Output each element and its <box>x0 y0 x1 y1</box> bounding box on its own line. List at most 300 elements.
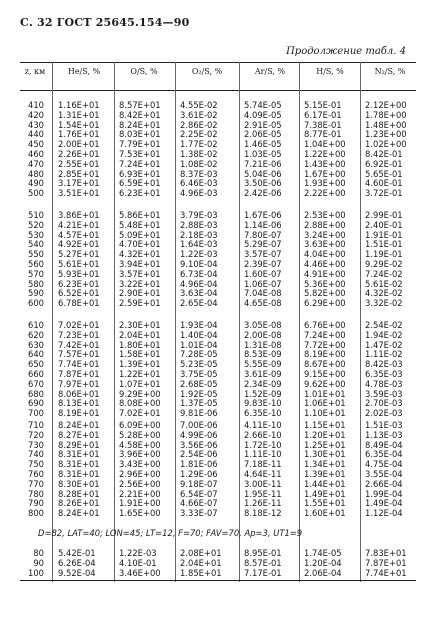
value-cell: 2.00E-08 <box>244 329 282 340</box>
page-header: С. 32 ГОСТ 25645.154—90 <box>20 16 190 29</box>
value-cell: 5.09E+01 <box>119 229 161 240</box>
value-cell: 2.88E+00 <box>304 219 346 230</box>
altitude-cell: 560 <box>28 259 44 269</box>
value-cell: 2.26E+01 <box>58 149 100 159</box>
bottom-rule <box>20 580 416 581</box>
value-cell: 3.75E-05 <box>180 369 218 379</box>
value-cell: 7.74E+01 <box>365 567 407 578</box>
value-cell: 1.02E+00 <box>365 139 407 150</box>
value-cell: 1.48E+00 <box>365 119 407 130</box>
value-cell: 1.20E-04 <box>304 557 342 568</box>
value-cell: 5.36E+00 <box>304 278 346 289</box>
value-cell: 2.53E+00 <box>304 210 346 220</box>
value-cell: 1.10E+01 <box>304 408 346 419</box>
value-cell: 3.57E-07 <box>244 249 282 260</box>
value-cell: 3.24E+00 <box>304 229 346 240</box>
value-cell: 7.57E+01 <box>58 349 100 360</box>
value-cell: 8.31E+01 <box>58 469 100 479</box>
divider <box>114 62 115 582</box>
altitude-cell: 730 <box>28 439 44 450</box>
value-cell: 5.55E-09 <box>244 359 282 370</box>
value-cell: 2.68E-05 <box>180 378 218 389</box>
value-cell: 2.04E+01 <box>180 557 222 568</box>
altitude-cell: 550 <box>28 249 44 260</box>
value-cell: 1.26E-11 <box>244 498 282 509</box>
value-cell: 5.29E-07 <box>244 239 282 250</box>
value-cell: 8.19E+00 <box>304 349 346 360</box>
value-cell: 8.18E-12 <box>244 508 282 519</box>
value-cell: 1.14E-06 <box>244 219 282 230</box>
altitude-cell: 580 <box>28 278 44 289</box>
col-o-header: O/S, % <box>130 67 158 76</box>
altitude-cell: 780 <box>28 488 44 499</box>
altitude-cell: 500 <box>28 188 44 199</box>
value-cell: 9.62E+00 <box>304 378 346 389</box>
value-cell: 3.94E+01 <box>119 259 161 269</box>
value-cell: 4.21E+01 <box>58 219 100 230</box>
altitude-cell: 410 <box>28 100 44 110</box>
value-cell: 8.57E+01 <box>119 100 161 110</box>
value-cell: 2.66E-04 <box>365 478 403 489</box>
value-cell: 6.26E-04 <box>58 557 96 568</box>
value-cell: 1.31E-08 <box>244 339 282 350</box>
value-cell: 1.22E-03 <box>180 249 218 260</box>
altitude-cell: 750 <box>28 459 44 470</box>
divider <box>52 62 53 582</box>
value-cell: 3.55E-04 <box>365 469 403 479</box>
value-cell: 8.13E+01 <box>58 398 100 409</box>
divider <box>360 62 361 582</box>
value-cell: 7.24E+01 <box>119 158 161 169</box>
altitude-cell: 760 <box>28 469 44 479</box>
value-cell: 1.11E-10 <box>244 449 282 460</box>
value-cell: 7.04E-08 <box>244 288 282 299</box>
value-cell: 4.70E+01 <box>119 239 161 250</box>
altitude-cell: 520 <box>28 219 44 230</box>
value-cell: 5.86E+01 <box>119 210 161 220</box>
value-cell: 1.60E-07 <box>244 268 282 279</box>
value-cell: 8.53E-09 <box>244 349 282 360</box>
altitude-cell: 650 <box>28 359 44 370</box>
value-cell: 9.52E-04 <box>58 567 96 578</box>
value-cell: 1.54E+01 <box>58 119 100 130</box>
value-cell: 2.12E+00 <box>365 100 407 110</box>
value-cell: 1.77E-02 <box>180 139 218 150</box>
divider <box>239 62 240 582</box>
value-cell: 8.42E-03 <box>365 359 403 370</box>
value-cell: 8.28E+01 <box>58 488 100 499</box>
col-o2-header: O₂/S, % <box>191 67 223 76</box>
value-cell: 4.09E-05 <box>244 109 282 120</box>
value-cell: 1.51E-01 <box>365 239 403 250</box>
value-cell: 1.91E-01 <box>365 229 403 240</box>
altitude-cell: 640 <box>28 349 44 360</box>
value-cell: 1.13E-03 <box>365 429 403 440</box>
value-cell: 6.73E-04 <box>180 268 218 279</box>
value-cell: 1.52E-09 <box>244 388 282 399</box>
value-cell: 1.06E-07 <box>244 278 282 289</box>
value-cell: 1.31E+01 <box>58 109 100 120</box>
value-cell: 2.34E-09 <box>244 378 282 389</box>
altitude-cell: 430 <box>28 119 44 130</box>
value-cell: 6.09E+00 <box>119 420 161 430</box>
value-cell: 1.78E+00 <box>365 109 407 120</box>
value-cell: 3.57E+01 <box>119 268 161 279</box>
value-cell: 7.87E+01 <box>58 369 100 379</box>
value-cell: 7.42E+01 <box>58 339 100 350</box>
value-cell: 6.23E+01 <box>119 188 161 199</box>
altitude-cell: 460 <box>28 149 44 159</box>
value-cell: 1.15E+01 <box>304 420 346 430</box>
value-cell: 6.29E+00 <box>304 298 346 309</box>
col-ar-header: Ar/S, % <box>254 67 286 76</box>
value-cell: 4.32E+01 <box>119 249 161 260</box>
value-cell: 3.05E-08 <box>244 320 282 330</box>
value-cell: 7.24E-02 <box>365 268 403 279</box>
top-rule <box>20 62 416 63</box>
value-cell: 4.78E-03 <box>365 378 403 389</box>
value-cell: 1.67E-06 <box>244 210 282 220</box>
altitude-cell: 590 <box>28 288 44 299</box>
value-cell: 9.18E-07 <box>180 478 218 489</box>
value-cell: 6.59E+01 <box>119 178 161 189</box>
col-h-header: H/S, % <box>316 67 344 76</box>
altitude-cell: 490 <box>28 178 44 189</box>
value-cell: 2.54E-06 <box>180 449 218 460</box>
value-cell: 7.53E+01 <box>119 149 161 159</box>
value-cell: 7.87E+01 <box>365 557 407 568</box>
value-cell: 4.75E-04 <box>365 459 403 470</box>
value-cell: 3.50E-06 <box>244 178 282 189</box>
value-cell: 1.12E-04 <box>365 508 403 519</box>
value-cell: 6.52E+01 <box>58 288 100 299</box>
value-cell: 7.00E-06 <box>180 420 218 430</box>
value-cell: 3.32E-02 <box>365 298 403 309</box>
value-cell: 6.54E-07 <box>180 488 218 499</box>
value-cell: 5.48E+01 <box>119 219 161 230</box>
value-cell: 3.79E-03 <box>180 210 218 220</box>
value-cell: 3.86E+01 <box>58 210 100 220</box>
altitude-cell: 90 <box>33 557 44 568</box>
altitude-cell: 660 <box>28 369 44 379</box>
value-cell: 3.46E+00 <box>119 567 161 578</box>
value-cell: 1.44E+01 <box>304 478 346 489</box>
value-cell: 2.96E+00 <box>119 469 161 479</box>
value-cell: 2.22E+00 <box>304 188 346 199</box>
value-cell: 1.25E+01 <box>304 439 346 450</box>
value-cell: 1.99E-04 <box>365 488 403 499</box>
value-cell: 4.57E+01 <box>58 229 100 240</box>
value-cell: 1.40E-04 <box>180 329 218 340</box>
value-cell: 4.66E-07 <box>180 498 218 509</box>
value-cell: 4.91E+00 <box>304 268 346 279</box>
altitude-cell: 100 <box>28 567 44 578</box>
value-cell: 6.93E+01 <box>119 168 161 179</box>
value-cell: 1.67E+00 <box>304 168 346 179</box>
value-cell: 8.31E+01 <box>58 459 100 470</box>
value-cell: 2.66E-10 <box>244 429 282 440</box>
value-cell: 8.30E+01 <box>58 478 100 489</box>
altitude-cell: 570 <box>28 268 44 279</box>
altitude-cell: 680 <box>28 388 44 399</box>
value-cell: 5.15E-01 <box>304 100 342 110</box>
value-cell: 2.91E-05 <box>244 119 282 130</box>
value-cell: 1.93E+00 <box>304 178 346 189</box>
altitude-cell: 540 <box>28 239 44 250</box>
value-cell: 1.01E+01 <box>304 388 346 399</box>
value-cell: 1.80E+01 <box>119 339 161 350</box>
value-cell: 2.56E+00 <box>119 478 161 489</box>
value-cell: 4.58E+00 <box>119 439 161 450</box>
value-cell: 3.17E+01 <box>58 178 100 189</box>
value-cell: 6.76E+00 <box>304 320 346 330</box>
col-z-header: z, км <box>24 67 46 76</box>
value-cell: 2.90E+01 <box>119 288 161 299</box>
value-cell: 1.43E+00 <box>304 158 346 169</box>
value-cell: 1.74E-05 <box>304 548 342 558</box>
value-cell: 4.10E-01 <box>119 557 157 568</box>
value-cell: 5.28E+00 <box>119 429 161 440</box>
value-cell: 3.22E+01 <box>119 278 161 289</box>
value-cell: 6.23E+01 <box>58 278 100 289</box>
altitude-cell: 420 <box>28 109 44 120</box>
altitude-cell: 510 <box>28 210 44 220</box>
value-cell: 7.79E+01 <box>119 139 161 150</box>
value-cell: 1.49E-04 <box>365 498 403 509</box>
value-cell: 4.96E-04 <box>180 278 218 289</box>
value-cell: 1.22E-03 <box>119 548 157 558</box>
value-cell: 7.21E-06 <box>244 158 282 169</box>
altitude-cell: 610 <box>28 320 44 330</box>
value-cell: 8.24E+01 <box>119 119 161 130</box>
value-cell: 1.92E-05 <box>180 388 218 399</box>
value-cell: 8.57E-01 <box>244 557 282 568</box>
value-cell: 5.74E-05 <box>244 100 282 110</box>
header-rule <box>20 90 416 91</box>
value-cell: 1.93E-04 <box>180 320 218 330</box>
value-cell: 2.25E-02 <box>180 129 218 140</box>
value-cell: 8.19E+01 <box>58 408 100 419</box>
value-cell: 8.77E-01 <box>304 129 342 140</box>
value-cell: 6.17E-01 <box>304 109 342 120</box>
value-cell: 8.67E+00 <box>304 359 346 370</box>
value-cell: 3.59E-03 <box>365 388 403 399</box>
value-cell: 9.10E-04 <box>180 259 218 269</box>
value-cell: 4.92E+01 <box>58 239 100 250</box>
altitude-cell: 450 <box>28 139 44 150</box>
value-cell: 1.07E+01 <box>119 378 161 389</box>
value-cell: 2.06E-04 <box>304 567 342 578</box>
value-cell: 1.19E-01 <box>365 249 403 260</box>
value-cell: 5.93E+01 <box>58 268 100 279</box>
value-cell: 2.39E-07 <box>244 259 282 269</box>
value-cell: 1.91E+00 <box>119 498 161 509</box>
value-cell: 1.58E+01 <box>119 349 161 360</box>
value-cell: 2.00E+01 <box>58 139 100 150</box>
value-cell: 1.76E+01 <box>58 129 100 140</box>
value-cell: 1.23E+00 <box>365 129 407 140</box>
altitude-cell: 600 <box>28 298 44 309</box>
value-cell: 2.21E+00 <box>119 488 161 499</box>
value-cell: 8.27E+01 <box>58 429 100 440</box>
value-cell: 1.65E+00 <box>119 508 161 519</box>
value-cell: 7.80E-07 <box>244 229 282 240</box>
divider <box>299 62 300 582</box>
value-cell: 3.96E+00 <box>119 449 161 460</box>
value-cell: 6.78E+01 <box>58 298 100 309</box>
value-cell: 9.29E-02 <box>365 259 403 269</box>
value-cell: 5.23E-05 <box>180 359 218 370</box>
value-cell: 1.01E-04 <box>180 339 218 350</box>
value-cell: 1.60E+01 <box>304 508 346 519</box>
value-cell: 1.85E+01 <box>180 567 222 578</box>
value-cell: 2.99E-01 <box>365 210 403 220</box>
value-cell: 2.18E-03 <box>180 229 218 240</box>
value-cell: 5.04E-06 <box>244 168 282 179</box>
value-cell: 5.27E+01 <box>58 249 100 260</box>
value-cell: 4.55E-02 <box>180 100 218 110</box>
value-cell: 1.39E+01 <box>304 469 346 479</box>
value-cell: 1.22E+01 <box>119 369 161 379</box>
value-cell: 1.81E-06 <box>180 459 218 470</box>
value-cell: 9.81E-06 <box>180 408 218 419</box>
value-cell: 2.65E-04 <box>180 298 218 309</box>
value-cell: 4.96E-03 <box>180 188 218 199</box>
value-cell: 9.83E-10 <box>244 398 282 409</box>
value-cell: 1.49E+01 <box>304 488 346 499</box>
altitude-cell: 440 <box>28 129 44 140</box>
value-cell: 7.97E+01 <box>58 378 100 389</box>
value-cell: 7.23E+01 <box>58 329 100 340</box>
value-cell: 5.65E-01 <box>365 168 403 179</box>
value-cell: 8.29E+01 <box>58 439 100 450</box>
value-cell: 1.47E-02 <box>365 339 403 350</box>
value-cell: 2.08E+01 <box>180 548 222 558</box>
value-cell: 2.30E+01 <box>119 320 161 330</box>
value-cell: 9.15E+00 <box>304 369 346 379</box>
value-cell: 4.60E-01 <box>365 178 403 189</box>
value-cell: 7.74E+01 <box>58 359 100 370</box>
value-cell: 5.42E-01 <box>58 548 96 558</box>
value-cell: 2.06E-05 <box>244 129 282 140</box>
value-cell: 6.35E-04 <box>365 449 403 460</box>
value-cell: 1.22E+00 <box>304 149 346 159</box>
altitude-cell: 80 <box>33 548 44 558</box>
value-cell: 7.24E+00 <box>304 329 346 340</box>
value-cell: 1.11E-02 <box>365 349 403 360</box>
value-cell: 7.38E-01 <box>304 119 342 130</box>
altitude-cell: 690 <box>28 398 44 409</box>
value-cell: 1.37E-05 <box>180 398 218 409</box>
value-cell: 1.06E+01 <box>304 398 346 409</box>
value-cell: 8.42E-01 <box>365 149 403 159</box>
value-cell: 2.40E-01 <box>365 219 403 230</box>
altitude-cell: 740 <box>28 449 44 460</box>
value-cell: 2.04E+01 <box>119 329 161 340</box>
value-cell: 1.64E-03 <box>180 239 218 250</box>
value-cell: 2.55E+01 <box>58 158 100 169</box>
altitude-cell: 630 <box>28 339 44 350</box>
value-cell: 5.61E-02 <box>365 278 403 289</box>
value-cell: 8.03E+01 <box>119 129 161 140</box>
value-cell: 7.02E+01 <box>119 408 161 419</box>
value-cell: 1.04E+00 <box>304 139 346 150</box>
altitude-cell: 770 <box>28 478 44 489</box>
value-cell: 2.88E-03 <box>180 219 218 230</box>
value-cell: 2.42E-06 <box>244 188 282 199</box>
value-cell: 7.72E+00 <box>304 339 346 350</box>
value-cell: 8.37E-03 <box>180 168 218 179</box>
value-cell: 8.24E+01 <box>58 420 100 430</box>
value-cell: 6.92E-01 <box>365 158 403 169</box>
value-cell: 1.30E+01 <box>304 449 346 460</box>
value-cell: 2.70E-03 <box>365 398 403 409</box>
value-cell: 7.02E+01 <box>58 320 100 330</box>
value-cell: 8.06E+01 <box>58 388 100 399</box>
divider <box>175 62 176 582</box>
value-cell: 5.82E+00 <box>304 288 346 299</box>
value-cell: 1.46E-05 <box>244 139 282 150</box>
value-cell: 8.26E+01 <box>58 498 100 509</box>
value-cell: 1.94E-02 <box>365 329 403 340</box>
value-cell: 3.00E-11 <box>244 478 282 489</box>
value-cell: 4.64E-11 <box>244 469 282 479</box>
value-cell: 3.56E-06 <box>180 439 218 450</box>
value-cell: 4.65E-08 <box>244 298 282 309</box>
value-cell: 8.08E+00 <box>119 398 161 409</box>
altitude-cell: 620 <box>28 329 44 340</box>
value-cell: 8.31E+01 <box>58 449 100 460</box>
value-cell: 5.61E+01 <box>58 259 100 269</box>
value-cell: 1.55E+01 <box>304 498 346 509</box>
altitude-cell: 800 <box>28 508 44 519</box>
value-cell: 1.08E-02 <box>180 158 218 169</box>
value-cell: 8.42E+01 <box>119 109 161 120</box>
altitude-cell: 720 <box>28 429 44 440</box>
value-cell: 8.95E-01 <box>244 548 282 558</box>
altitude-cell: 710 <box>28 420 44 430</box>
altitude-cell: 670 <box>28 378 44 389</box>
value-cell: 2.02E-03 <box>365 408 403 419</box>
value-cell: 3.63E+00 <box>304 239 346 250</box>
col-he-header: He/S, % <box>67 67 101 76</box>
value-cell: 7.18E-11 <box>244 459 282 470</box>
value-cell: 4.99E-06 <box>180 429 218 440</box>
value-cell: 1.34E+01 <box>304 459 346 470</box>
value-cell: 2.59E+01 <box>119 298 161 309</box>
value-cell: 9.29E+00 <box>119 388 161 399</box>
value-cell: 1.16E+01 <box>58 100 100 110</box>
value-cell: 1.95E-11 <box>244 488 282 499</box>
value-cell: 3.63E-04 <box>180 288 218 299</box>
conditions-footnote: D=82, LAT=40; LON=45; LT=12, F=70; FAV=70, Ap=3, UT1=9 <box>38 528 303 538</box>
value-cell: 7.83E+01 <box>365 548 407 558</box>
value-cell: 3.61E-09 <box>244 369 282 379</box>
value-cell: 1.03E-05 <box>244 149 282 159</box>
col-n2-header: N₂/S, % <box>374 67 406 76</box>
altitude-cell: 700 <box>28 408 44 419</box>
value-cell: 8.49E-04 <box>365 439 403 450</box>
value-cell: 4.46E+00 <box>304 259 346 269</box>
value-cell: 1.38E-02 <box>180 149 218 159</box>
altitude-cell: 470 <box>28 158 44 169</box>
table-caption: Продолжение табл. 4 <box>286 46 406 57</box>
value-cell: 7.28E-05 <box>180 349 218 360</box>
value-cell: 2.86E-02 <box>180 119 218 130</box>
value-cell: 1.20E+01 <box>304 429 346 440</box>
value-cell: 3.33E-07 <box>180 508 218 519</box>
value-cell: 3.43E+00 <box>119 459 161 470</box>
